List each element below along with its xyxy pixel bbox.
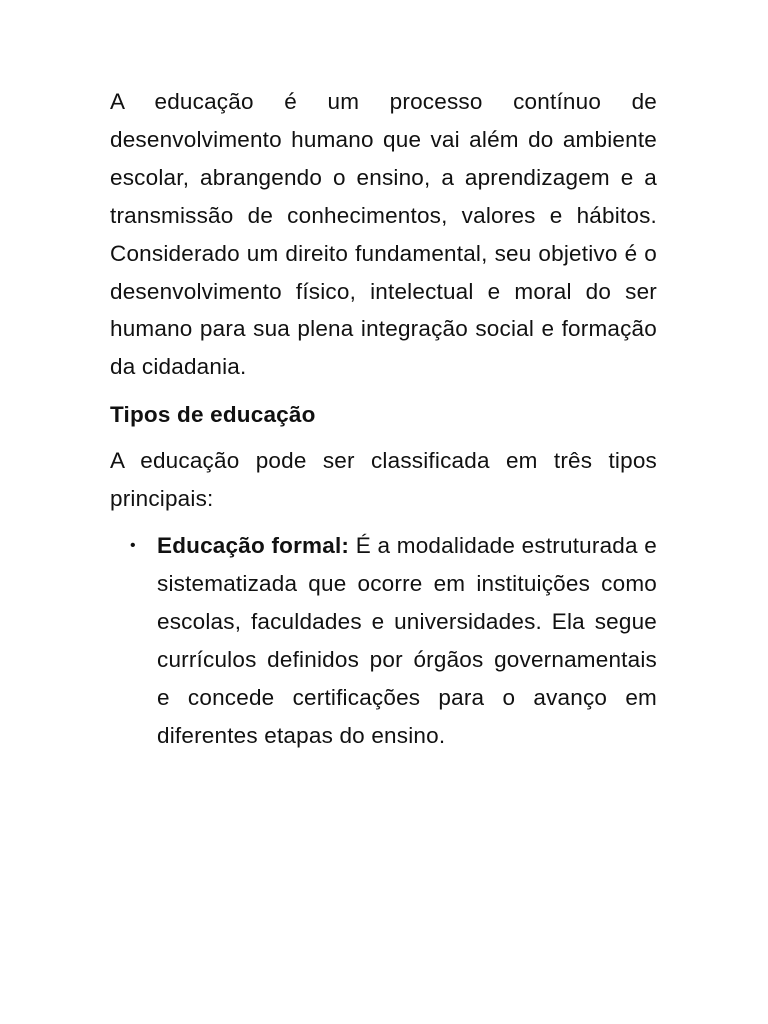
education-types-list: [110, 527, 657, 754]
section-lead-paragraph: A educação pode ser classificada em três tipos principais:: [110, 448, 657, 512]
document-page: [110, 83, 657, 754]
intro-paragraph: A educação é um processo contínuo de desenvolvimento humano que vai além do ambiente escolar, abrangendo o ensino, a aprendizagem e a transmissão de conhecimentos, valores e hábitos. Considerado um direito fundamental, seu objetivo é o desenvolvimento físico, intelectual e moral do ser humano para sua plena integração social e formação da cidadania.: [110, 89, 657, 380]
list-item-text: É a modalidade estruturada e sistematizada que ocorre em instituições como escolas, faculdades e universidades. Ela segue currículos definidos por órgãos governamentais e concede certificações para o avanço em diferentes etapas do ensino.: [157, 532, 657, 748]
list-item-formal-education: [110, 527, 657, 754]
section-heading: Tipos de educação: [110, 402, 316, 428]
bullet-icon: •: [130, 536, 136, 554]
list-item-term: Educação formal:: [157, 532, 350, 558]
